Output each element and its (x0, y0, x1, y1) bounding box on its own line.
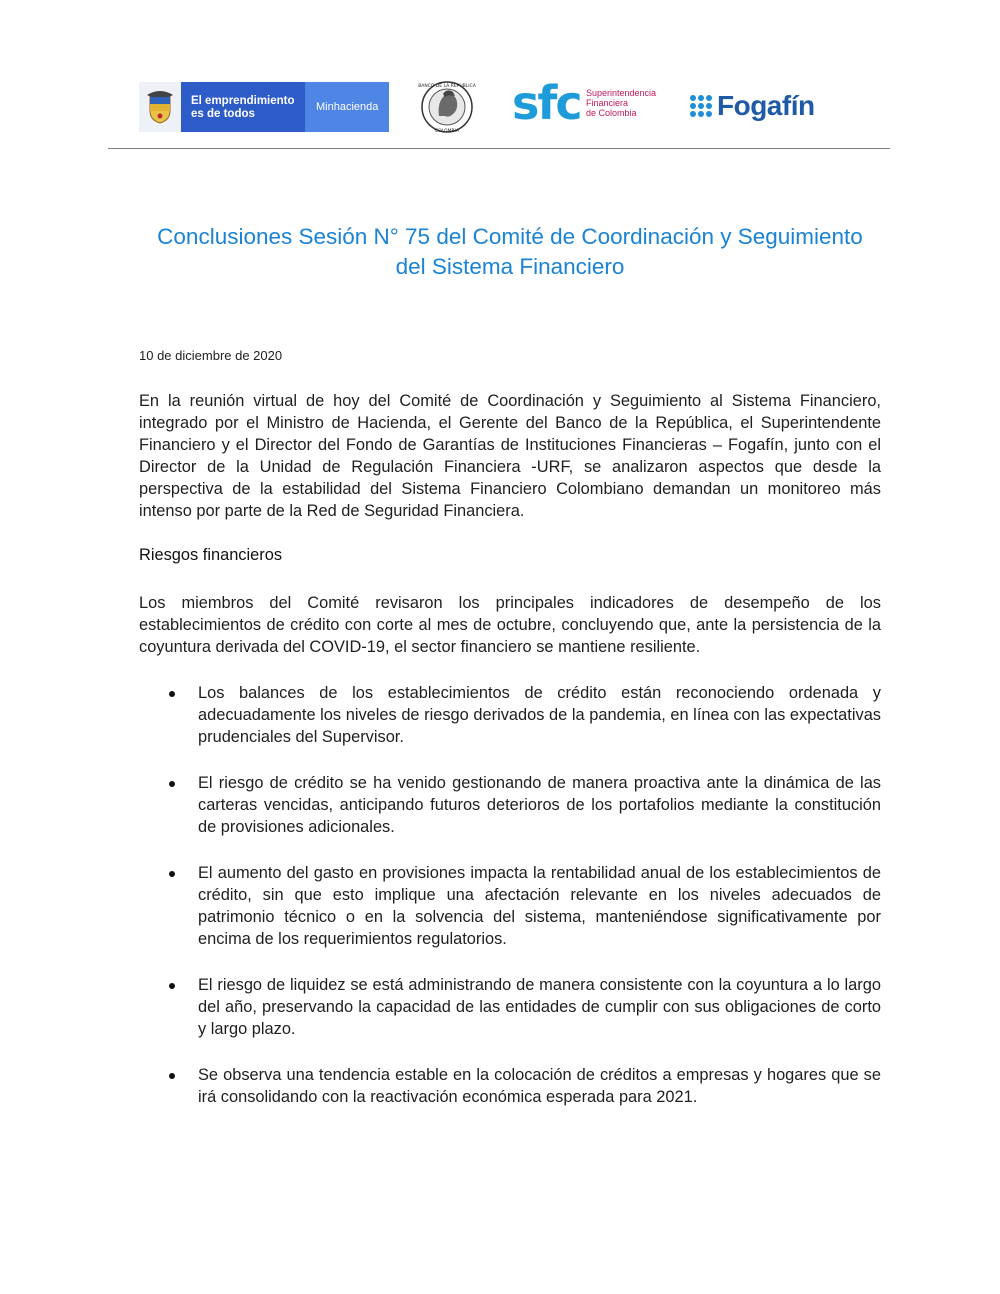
bullet-text: El riesgo de liquidez se está administrando de manera consistente con la coyuntura a lo largo del año, preservando la capacidad de las entidades de cumplir con sus obligaciones de corto y largo plazo. (198, 976, 881, 1038)
sfc-mark: sfc (512, 76, 581, 130)
sfc-name-line-3: de Colombia (586, 108, 637, 118)
bullet-dot-icon (169, 871, 175, 877)
sfc-name (586, 88, 656, 118)
fogafin-wordmark: Fogafín (717, 90, 815, 121)
fogafin-logo (690, 90, 815, 122)
bullet-dot-icon (169, 691, 175, 697)
government-logo (139, 82, 389, 132)
bullet-dot-icon (169, 781, 175, 787)
section-intro-paragraph: Los miembros del Comité revisaron los principales indicadores de desempeño de los establecimientos de crédito con corte al mes de octubre, concluyendo que, ante la persistencia de la coyuntura derivada del COVID-19, el sector financiero se mantiene resiliente. (139, 594, 881, 656)
fogafin-dots-icon (690, 95, 712, 117)
sfc-name-line-2: Financiera (586, 98, 629, 108)
bullet-text: Se observa una tendencia estable en la colocación de créditos a empresas y hogares que se irá consolidando con la reactivación económica esperada para 2021. (198, 1066, 881, 1106)
svg-text:BANCO DE LA REPUBLICA: BANCO DE LA REPUBLICA (418, 84, 476, 89)
bullet-item (198, 772, 881, 838)
document-title (120, 222, 900, 282)
svg-text:COLOMBIA: COLOMBIA (435, 129, 459, 134)
banco-republica-logo (417, 80, 477, 134)
bullet-text: Los balances de los establecimientos de crédito están reconociendo ordenada y adecuadamente los niveles de riesgo derivados de la pandemia, en línea con las expectativas prudenciales del Supervisor. (198, 684, 881, 746)
title-line-2: del Sistema Financiero (395, 254, 625, 279)
bullet-item (198, 862, 881, 950)
logo-header (0, 0, 1000, 150)
slogan-line-2: es de todos (191, 108, 255, 120)
sfc-logo (512, 76, 662, 130)
bullet-item (198, 1064, 881, 1108)
section-heading: Riesgos financieros (139, 546, 283, 564)
bullet-text: El riesgo de crédito se ha venido gestionando de manera proactiva ante la dinámica de las carteras vencidas, anticipando futuros deterioros de los portafolios mediante la constitución de provisiones adicionales. (198, 774, 881, 836)
bullet-dot-icon (169, 983, 175, 989)
title-line-1: Conclusiones Sesión N° 75 del Comité de Coordinación y Seguimiento (157, 224, 863, 249)
bullet-dot-icon (169, 1073, 175, 1079)
header-divider (108, 148, 890, 149)
document-date: 10 de diciembre de 2020 (139, 348, 283, 363)
ministry-label: Minhacienda (305, 82, 389, 132)
government-slogan (181, 82, 305, 132)
bullet-item (198, 974, 881, 1040)
sfc-name-line-1: Superintendencia (586, 88, 657, 98)
slogan-line-1: El emprendimiento (191, 95, 295, 107)
bullet-item (198, 682, 881, 748)
coat-of-arms-icon (139, 82, 181, 132)
intro-paragraph: En la reunión virtual de hoy del Comité de Coordinación y Seguimiento al Sistema Financiero, integrado por el Ministro de Hacienda, el Gerente del Banco de la República, el Superintendente Financiero y el Director del Fondo de Garantías de Instituciones Financieras – Fogafín, junto con el Director de la Unidad de Regulación Financiera -URF, se analizaron aspectos que desde la perspectiva de la estabilidad del Sistema Financiero Colombiano demandan un monitoreo más intenso por parte de la Red de Seguridad Financiera. (139, 392, 881, 520)
bullet-text: El aumento del gasto en provisiones impacta la rentabilidad anual de los establecimientos de crédito, sin que esto implique una afectación relevante en los niveles adecuados de patrimonio técnico o en la solvencia del sistema, manteniéndose significativamente por encima de los requerimientos regulatorios. (198, 864, 881, 948)
